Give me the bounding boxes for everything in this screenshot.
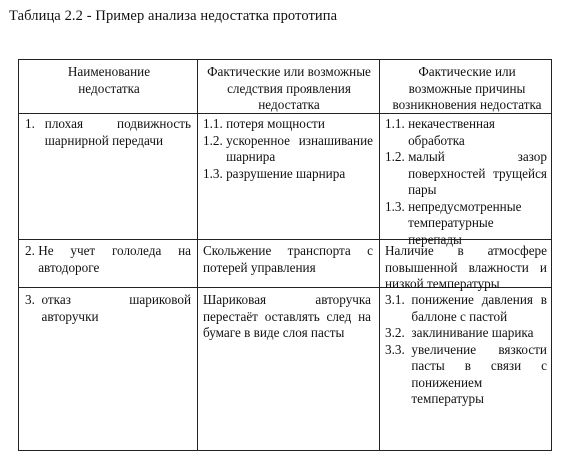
table-caption: Таблица 2.2 - Пример анализа недостатка прототипа — [9, 8, 338, 24]
list-item: 1.3. разрушение шарнира — [203, 165, 346, 181]
table-row-3-name: 3. отказ шариковой авторучки — [25, 292, 191, 324]
table-row-2-cause: Наличие в атмосфере повышенной влажности и низкой температуры — [385, 243, 547, 291]
table-row-2-effect: Скольжение транспорта с потерей управления — [203, 243, 373, 275]
list-item: 1.1. потеря мощности — [203, 116, 325, 131]
header-effects: Фактические или возможные следствия проявления недостатка — [207, 64, 371, 112]
table-row-3-causes — [385, 292, 547, 408]
column-divider — [197, 60, 198, 450]
list-item: 1.1. некачественная обработка — [385, 116, 495, 148]
table-row-1-causes — [385, 116, 547, 248]
list-item: 1.2. малый зазор поверхностей трущейся пары — [385, 149, 547, 197]
list-item: 3.1. понижение давления в баллоне с пастой — [385, 292, 547, 324]
list-item: 3.2. заклинивание шарика — [385, 325, 534, 340]
header-defect-name: Наименование недостатка — [67, 64, 151, 96]
table-row-2-name: 2. Не учет гололеда на автодороге — [25, 243, 191, 275]
list-item: 1.3. непредусмотренные температурные перепады — [385, 198, 522, 247]
list-item: 3.3. увеличение вязкости пасты в связи с понижением температуры — [385, 341, 547, 406]
table-row-1-name: 1. плохая подвижность шарнирной передачи — [25, 116, 191, 148]
column-divider — [379, 60, 380, 450]
list-item: 1.2. ускоренное изнашивание шарнира — [203, 132, 373, 164]
header-causes: Фактические или возможные причины возникновения недостатка — [392, 64, 542, 112]
table-row-1-effects — [203, 116, 373, 182]
defect-analysis-table — [18, 59, 552, 451]
table-row-3-effect: Шариковая авторучка перестаёт оставлять след на бумаге в виде слоя пасты — [203, 292, 371, 340]
